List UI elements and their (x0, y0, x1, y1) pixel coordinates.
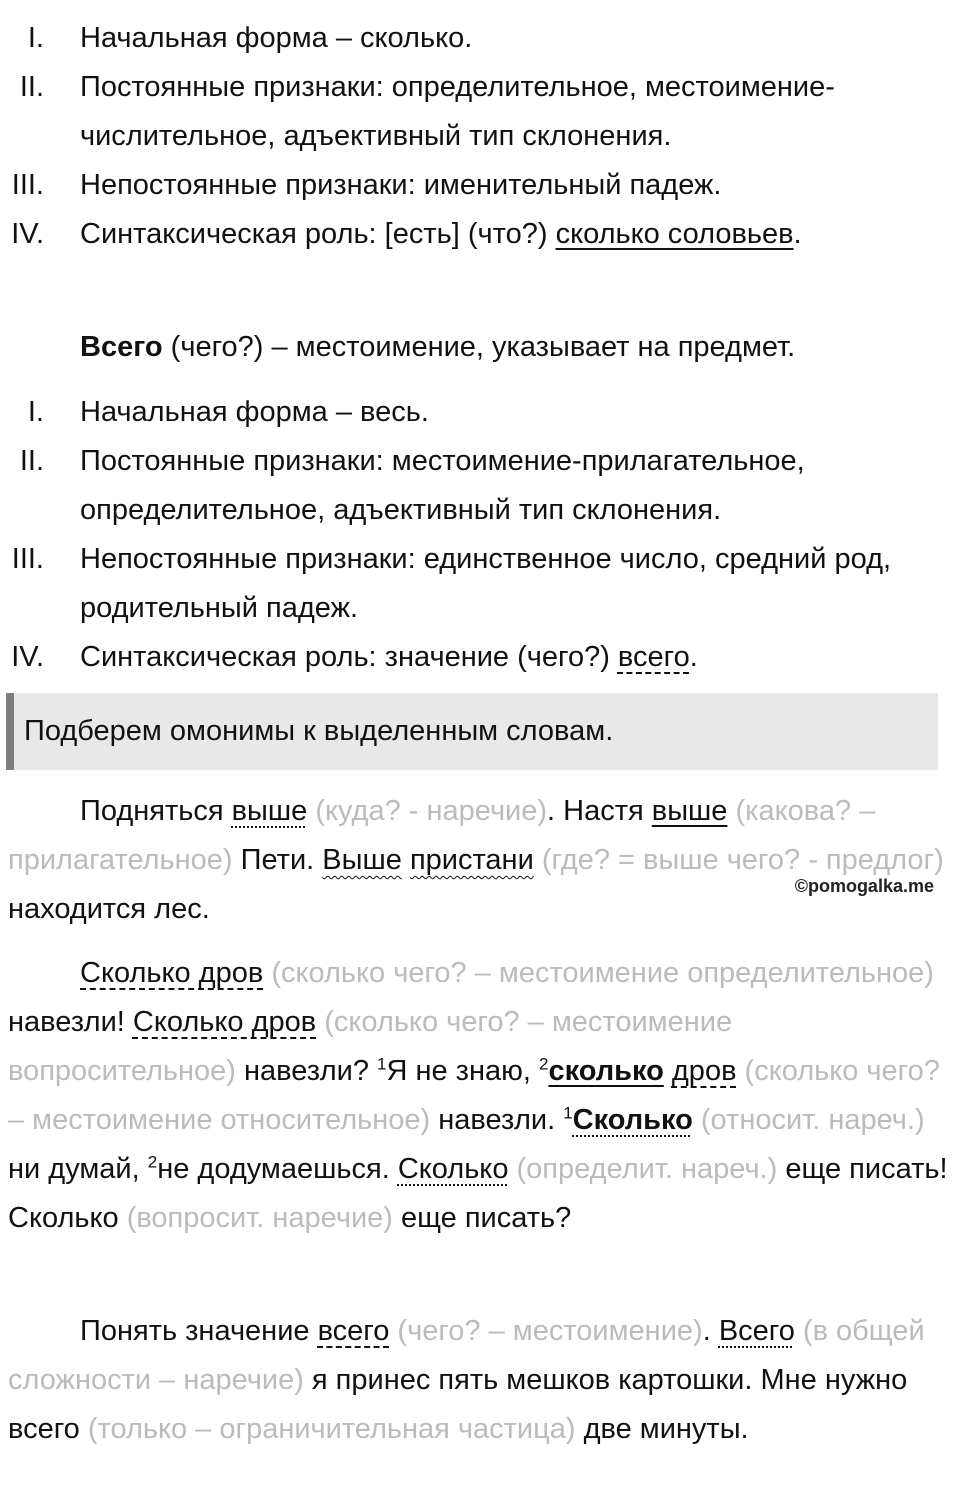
text (402, 844, 410, 876)
text: находится лес. (8, 893, 210, 925)
text: еще писать! Сколько (8, 1153, 948, 1234)
text: Понять значение (80, 1315, 318, 1347)
watermark: ©pomogalka.me (794, 876, 934, 896)
text: не додумаешься. (157, 1153, 398, 1185)
list-item (0, 14, 960, 63)
vsego-heading (80, 323, 950, 372)
word-underlined: Всего (718, 1315, 795, 1347)
word-underlined: дров (671, 1055, 737, 1087)
phrase-underlined: Сколько дров (132, 1006, 317, 1038)
banner-text: Подберем омонимы к выделенным словам. (24, 715, 614, 747)
text: Я не знаю, (386, 1055, 539, 1087)
heading-bold-word: Всего (80, 331, 163, 363)
word-underlined: выше (231, 795, 308, 827)
list-text: Постоянные признаки: определительное, местоимение-числительное, адъективный тип склонения. (80, 71, 835, 152)
word-underlined: Сколько (397, 1153, 509, 1185)
annotation: (какова? – прилагательное) (8, 795, 876, 876)
list-number: I. (27, 22, 44, 54)
footnote-mark: 2 (539, 1054, 549, 1074)
annotation: (где? = выше чего? - предлог) (533, 844, 944, 876)
list-item (0, 388, 960, 437)
footnote-mark: 2 (147, 1152, 158, 1172)
paragraph-skolko (8, 949, 953, 1243)
footnote-mark: 1 (563, 1103, 573, 1123)
word-underlined: пристани (409, 844, 534, 876)
section-banner (6, 693, 938, 770)
text: навезли! (8, 1006, 133, 1038)
list-item (0, 437, 960, 535)
annotation: (сколько чего? – местоимение определительное) (263, 957, 934, 989)
text: Подняться (80, 795, 232, 827)
phrase-underlined: Сколько дров (80, 957, 264, 989)
text: навезли? (235, 1055, 378, 1087)
list-number: II. (19, 71, 44, 103)
text: . (702, 1315, 719, 1347)
list-item (0, 210, 960, 259)
list-text: Начальная форма – весь. (80, 396, 429, 428)
annotation: (только – ограничительная частица) (87, 1413, 576, 1445)
paragraph-vsego (8, 1307, 953, 1454)
list-number: IV. (11, 218, 44, 250)
annotation: (относит. нареч.) (692, 1104, 925, 1136)
list-number: III. (11, 169, 44, 201)
list-item (0, 63, 960, 161)
list-text: Непостоянные признаки: единственное число, средний род, родительный падеж. (80, 543, 892, 624)
list-text: . (793, 218, 802, 250)
word-underlined: выше (651, 795, 728, 827)
word-underlined: Выше (322, 844, 402, 876)
list-item (0, 633, 960, 682)
list-number: III. (11, 543, 44, 575)
text (664, 1055, 672, 1087)
complement-underlined: всего (617, 641, 690, 673)
word-underlined: сколько (548, 1055, 664, 1087)
text: две минуты. (575, 1413, 749, 1445)
list-text: Непостоянные признаки: именительный падеж. (80, 169, 722, 201)
text: Пети. (232, 844, 323, 876)
parse-list-vsego (0, 388, 960, 682)
annotation: (куда? - наречие) (307, 795, 548, 827)
annotation: (сколько чего? – местоимение относительное) (8, 1055, 940, 1136)
text: ни думай, (8, 1153, 148, 1185)
list-number: II. (19, 445, 44, 477)
word-underlined: Сколько (572, 1104, 693, 1136)
text: я принес пять мешков картошки. Мне нужно всего (8, 1364, 908, 1445)
annotation: (чего? – местоимение) (389, 1315, 703, 1347)
list-text: Постоянные признаки: местоимение-прилагательное, определительное, адъективный тип склонения. (80, 445, 805, 526)
text: . Настя (547, 795, 652, 827)
list-text: Синтаксическая роль: [есть] (что?) (80, 218, 556, 250)
list-number: IV. (11, 641, 44, 673)
annotation: (определит. нареч.) (508, 1153, 778, 1185)
text: еще писать? (392, 1202, 572, 1234)
annotation: (вопросит. наречие) (126, 1202, 393, 1234)
parse-list-skolko (0, 14, 960, 259)
text: навезли. (430, 1104, 564, 1136)
word-underlined: всего (317, 1315, 390, 1347)
subject-underlined: сколько соловьев (555, 218, 794, 250)
annotation: (сколько чего? – местоимение вопросительное) (8, 1006, 733, 1087)
list-number: I. (27, 396, 44, 428)
list-text: . (689, 641, 698, 673)
list-item (0, 535, 960, 633)
paragraph-vyshe (8, 787, 953, 934)
list-text: Синтаксическая роль: значение (чего?) (80, 641, 618, 673)
list-item (0, 161, 960, 210)
heading-text: (чего?) – местоимение, указывает на предмет. (162, 331, 796, 363)
annotation: (в общей сложности – наречие) (8, 1315, 925, 1396)
list-text: Начальная форма – сколько. (80, 22, 473, 54)
footnote-mark: 1 (377, 1054, 387, 1074)
